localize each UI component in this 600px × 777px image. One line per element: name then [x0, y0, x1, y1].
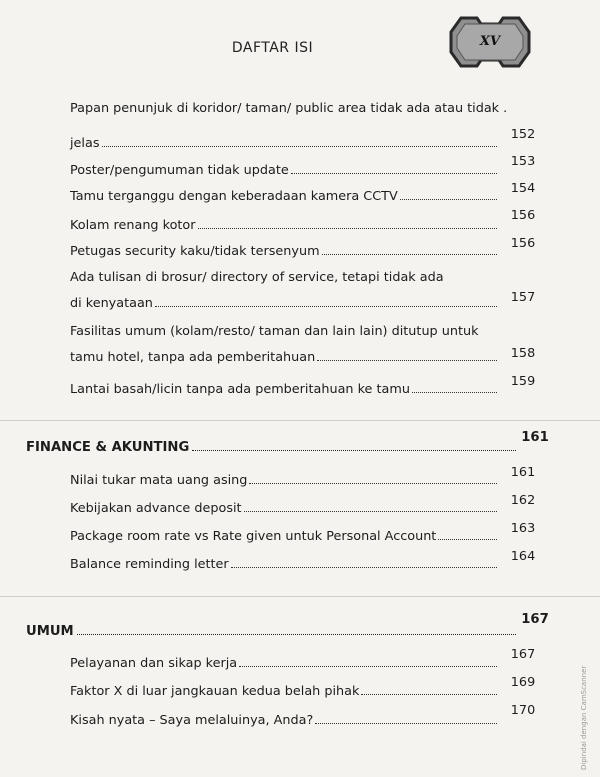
toc-page-number: 162: [510, 493, 536, 508]
toc-entry[interactable]: [70, 163, 500, 179]
leader-dots: [77, 634, 516, 635]
toc-page-number: 156: [510, 236, 536, 251]
toc-page-number: 161: [510, 465, 536, 480]
leader-dots: [317, 359, 497, 361]
leader-dots: [291, 172, 497, 174]
toc-entry[interactable]: [70, 501, 500, 517]
toc-entry[interactable]: [70, 656, 500, 672]
divider: [0, 420, 600, 421]
section-title: UMUM: [26, 624, 74, 639]
toc-entry-line: Lantai basah/licin tanpa ada pemberitahuan ke tamu: [70, 382, 410, 397]
leader-dots: [361, 693, 497, 695]
toc-entry[interactable]: [70, 101, 508, 152]
toc-entry-line: Package room rate vs Rate given untuk Personal Account: [70, 529, 437, 544]
leader-dots: [198, 227, 497, 229]
toc-page-number: 156: [510, 208, 536, 223]
toc-entry-line: Kisah nyata – Saya melaluinya, Anda?: [70, 713, 314, 728]
toc-entry[interactable]: [70, 218, 500, 234]
toc-entry-line: Poster/pengumuman tidak update: [70, 163, 289, 178]
leader-dots: [244, 510, 497, 512]
leader-dots: [231, 566, 497, 568]
toc-page-number: 152: [510, 127, 536, 142]
toc-entry-line: Pelayanan dan sikap kerja: [70, 656, 238, 671]
leader-dots: [400, 198, 497, 200]
toc-entry[interactable]: [70, 244, 500, 260]
toc-page-number: 167: [510, 647, 536, 662]
toc-entry-line: Kolam renang kotor: [70, 218, 196, 233]
leader-dots: [412, 391, 497, 393]
toc-entry-line: Petugas security kaku/tidak tersenyum: [70, 244, 320, 259]
toc-entry[interactable]: [70, 529, 500, 545]
toc-page-number: 158: [510, 346, 536, 361]
toc-page-number: 164: [510, 549, 536, 564]
toc-entry-line: Kebijakan advance deposit: [70, 501, 242, 516]
leader-dots: [102, 145, 498, 147]
toc-entry[interactable]: [70, 382, 500, 398]
toc-entry[interactable]: [70, 189, 500, 205]
toc-entry-line: jelas: [70, 136, 100, 151]
section-title: FINANCE & AKUNTING: [26, 440, 190, 455]
chapter-badge: [447, 14, 533, 70]
toc-entry-line: Ada tulisan di brosur/ directory of service, tetapi tidak ada: [70, 270, 444, 285]
toc-page-number: 169: [510, 675, 536, 690]
leader-dots: [192, 450, 516, 451]
toc-entry[interactable]: [70, 684, 500, 700]
toc-entry-line: Papan penunjuk di koridor/ taman/ public area tidak ada atau tidak .: [70, 101, 508, 116]
toc-entry-line: Fasilitas umum (kolam/resto/ taman dan lain lain) ditutup untuk: [70, 324, 479, 339]
toc-entry[interactable]: [70, 270, 500, 312]
toc-entry-line: Faktor X di luar jangkauan kedua belah pihak: [70, 684, 360, 699]
leader-dots: [249, 482, 497, 484]
toc-entry-line: di kenyataan: [70, 296, 153, 311]
toc-page-number: 163: [510, 521, 536, 536]
toc-entry[interactable]: [70, 324, 500, 366]
toc-entry[interactable]: [70, 713, 500, 729]
toc-entry[interactable]: [70, 557, 500, 573]
toc-page-number: 154: [510, 181, 536, 196]
leader-dots: [315, 722, 497, 724]
leader-dots: [438, 538, 497, 540]
leader-dots: [239, 665, 497, 667]
toc-page-number: 157: [510, 290, 536, 305]
toc-entry-line: Nilai tukar mata uang asing: [70, 473, 248, 488]
toc-entry[interactable]: [70, 473, 500, 489]
scanner-watermark: [580, 610, 594, 770]
leader-dots: [322, 253, 497, 255]
section-finance-heading[interactable]: [26, 440, 516, 455]
leader-dots: [155, 305, 497, 307]
chapter-number: XV: [479, 34, 501, 49]
page-title: DAFTAR ISI: [231, 40, 314, 56]
toc-page-number: 153: [510, 154, 536, 169]
divider: [0, 596, 600, 597]
toc-entry-line: Balance reminding letter: [70, 557, 229, 572]
toc-entry-line: Tamu terganggu dengan keberadaan kamera CCTV: [70, 189, 398, 204]
watermark-text: Dipindai dengan CamScanner: [580, 665, 588, 770]
section-page-number: 161: [521, 430, 549, 445]
toc-page-number: 170: [510, 703, 536, 718]
toc-page-number: 159: [510, 374, 536, 389]
section-umum-heading[interactable]: [26, 624, 516, 639]
section-page-number: 167: [521, 612, 549, 627]
toc-entry-line: tamu hotel, tanpa ada pemberitahuan: [70, 350, 316, 365]
